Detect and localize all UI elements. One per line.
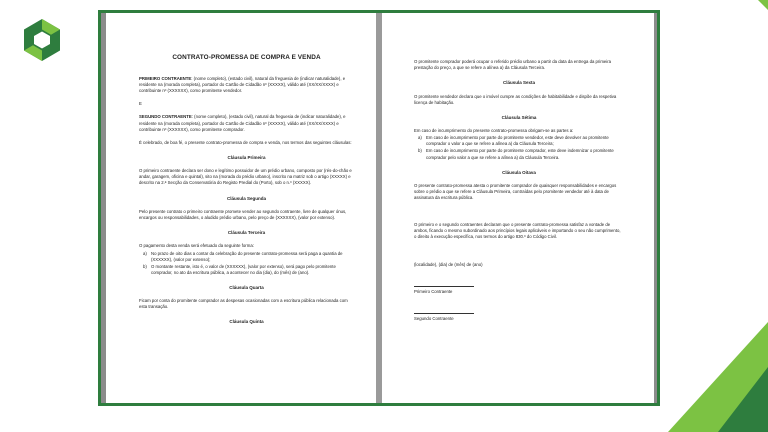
signature-line-1: [414, 286, 474, 287]
hexagon-logo-icon: [20, 18, 64, 62]
clause-6-title: Cláusula Sexta: [502, 80, 535, 86]
list-marker: a): [143, 250, 147, 256]
second-party-text: : (nome completo), (estado civil), natural da freguesia de (indicar naturalidade), e residente na (morada completa), portador do Cartão de Cidadão nº (XXXXX), válido até (XX/XX/XXXX) e contribuinte nº (XXXXXX), como promitente comprador.: [139, 114, 346, 132]
first-party-paragraph: [139, 76, 354, 94]
document-title: CONTRATO-PROMESSA DE COMPRA E VENDA: [172, 54, 321, 61]
and-connector: E: [139, 101, 142, 107]
clause-8-text: O presente contrato-promessa atesta o promitente comprador de quaisquer responsabilidades e encargos sobre o prédio a que se refere a Cláusula Primeira, contraídas pelo promitente vendedor até à data de assinatura da escritura pública.: [414, 182, 617, 201]
list-item: [139, 251, 354, 263]
clause-6-text: O promitente vendedor declara que o imóvel cumpre as condições de habitabilidade e dispõe da respetiva licença de habitação.: [414, 93, 617, 105]
list-item: [139, 264, 354, 276]
place-date-line: (localidade), (dia) de (mês) de (ano): [414, 261, 483, 267]
list-item: [414, 135, 624, 147]
clause-7-title: Cláusula Sétima: [501, 114, 537, 120]
corner-decoration-top: [728, 0, 768, 40]
clause-3-intro: O pagamento desta venda será efetuado da seguinte forma:: [139, 243, 254, 249]
clause-7-intro: Em caso de incumprimento do presente contrato-promessa obrigam-se as partes a:: [414, 128, 574, 134]
spacer: [414, 208, 624, 222]
second-party-label: SEGUNDO CONTRAENTE: [139, 114, 192, 120]
clause-3-title: Cláusula Terceira: [227, 230, 266, 236]
list-item-text: No prazo de oito dias a contar da celebração do presente contrato-promessa será paga a quantia de (XXXXXX), (valor por extenso);: [151, 250, 343, 262]
list-marker: a): [418, 135, 422, 141]
document-page-left: [106, 13, 376, 403]
clause-2-text: Pelo presente contrato o primeiro contraente promete vender ao segundo contraente, livre de qualquer ónus, encargos ou responsabilidades, o aludido prédio urbano, pelo preço de (XXXXXX), (valor por extenso).: [139, 208, 347, 220]
list-marker: b): [143, 263, 147, 269]
clause-5-title: Cláusula Quinta: [229, 319, 264, 325]
list-item-text: Em caso de incumprimento por parte do promitente comprador, este deve indemnizar o promitente comprador pelo valor a que se refere a alínea a) da Cláusula Terceira.: [426, 148, 614, 160]
spacer: [414, 248, 624, 262]
clause-7-list: [414, 135, 624, 160]
list-item: [414, 148, 624, 160]
clause-2-title: Cláusula Segunda: [226, 195, 266, 201]
signature-line-2: [414, 313, 474, 314]
first-party-text: : (nome completo), (estado civil), natural da freguesia de (indicar naturalidade), e residente na (morada completa), portador do Cartão de Cidadão nº (XXXXX), válido até (XX/XX/XXXX) e contribuinte nº (XXXXXX), como promitente vendedor.: [139, 76, 346, 94]
list-item-text: O montante restante, isto é, o valor de (XXXXXX), (valor por extenso), será pago pelo promitente comprador, no ato da escritura pública, a acontecer no dia (dia), do (mês) de (ano).: [151, 263, 336, 275]
clause-1-text: O primeiro contraente declara ser dono e legítimo possuidor de um prédio urbano, composto por (rés-do-chão e andar, garagem, oficina e quintal), sito na (morada do prédio urbano), inscrito na matriz sob o artigo (XXXXX) e descrito na 2.ª Secção da Conservatória do Registo Predial do (Porto), sob o n.º (XXXXX).: [139, 168, 352, 186]
closing-paragraph: O primeiro e o segundo contraentes declaram que o presente contrato-promessa satisfaz a vontade de ambos, ficando o mesmo subordinado aos princípios legais aplicáveis e importando o seu não cumprimento, o direito à execução específica, nos termos do artigo 830.º do Código Civil.: [414, 222, 621, 240]
document-preview-frame: [98, 10, 660, 406]
first-party-label: PRIMEIRO CONTRAENTE: [139, 76, 192, 82]
second-party-paragraph: [139, 114, 354, 132]
signature-label-1: Primeiro Contraente: [414, 288, 453, 294]
clause-4-text: Ficam por conta do promitente comprador as despesas ocasionadas com a escritura pública relacionada com esta transação.: [139, 298, 348, 310]
clause-5-text: O promitente comprador poderá ocupar o referido prédio urbano a partir da data da entrega da primeira prestação do preço, a que se refere a alínea a) da Cláusula Terceira.: [414, 59, 612, 71]
clause-8-title: Cláusula Oitava: [502, 169, 536, 175]
intro-paragraph: É celebrado, de boa fé, o presente contrato-promessa de compra e venda, nos termos das seguintes cláusulas:: [139, 139, 352, 145]
list-marker: b): [418, 148, 422, 154]
clause-3-list: [139, 251, 354, 276]
document-page-right: [382, 13, 654, 403]
clause-1-title: Cláusula Primeira: [227, 154, 266, 160]
signature-label-2: Segundo Contraente: [414, 315, 454, 321]
list-item-text: Em caso de incumprimento por parte do promitente vendedor, este deve devolver ao promitente comprador o valor a que se refere a alínea a) da Cláusula Terceira;: [426, 135, 609, 147]
clause-4-title: Cláusula Quarta: [229, 284, 264, 290]
